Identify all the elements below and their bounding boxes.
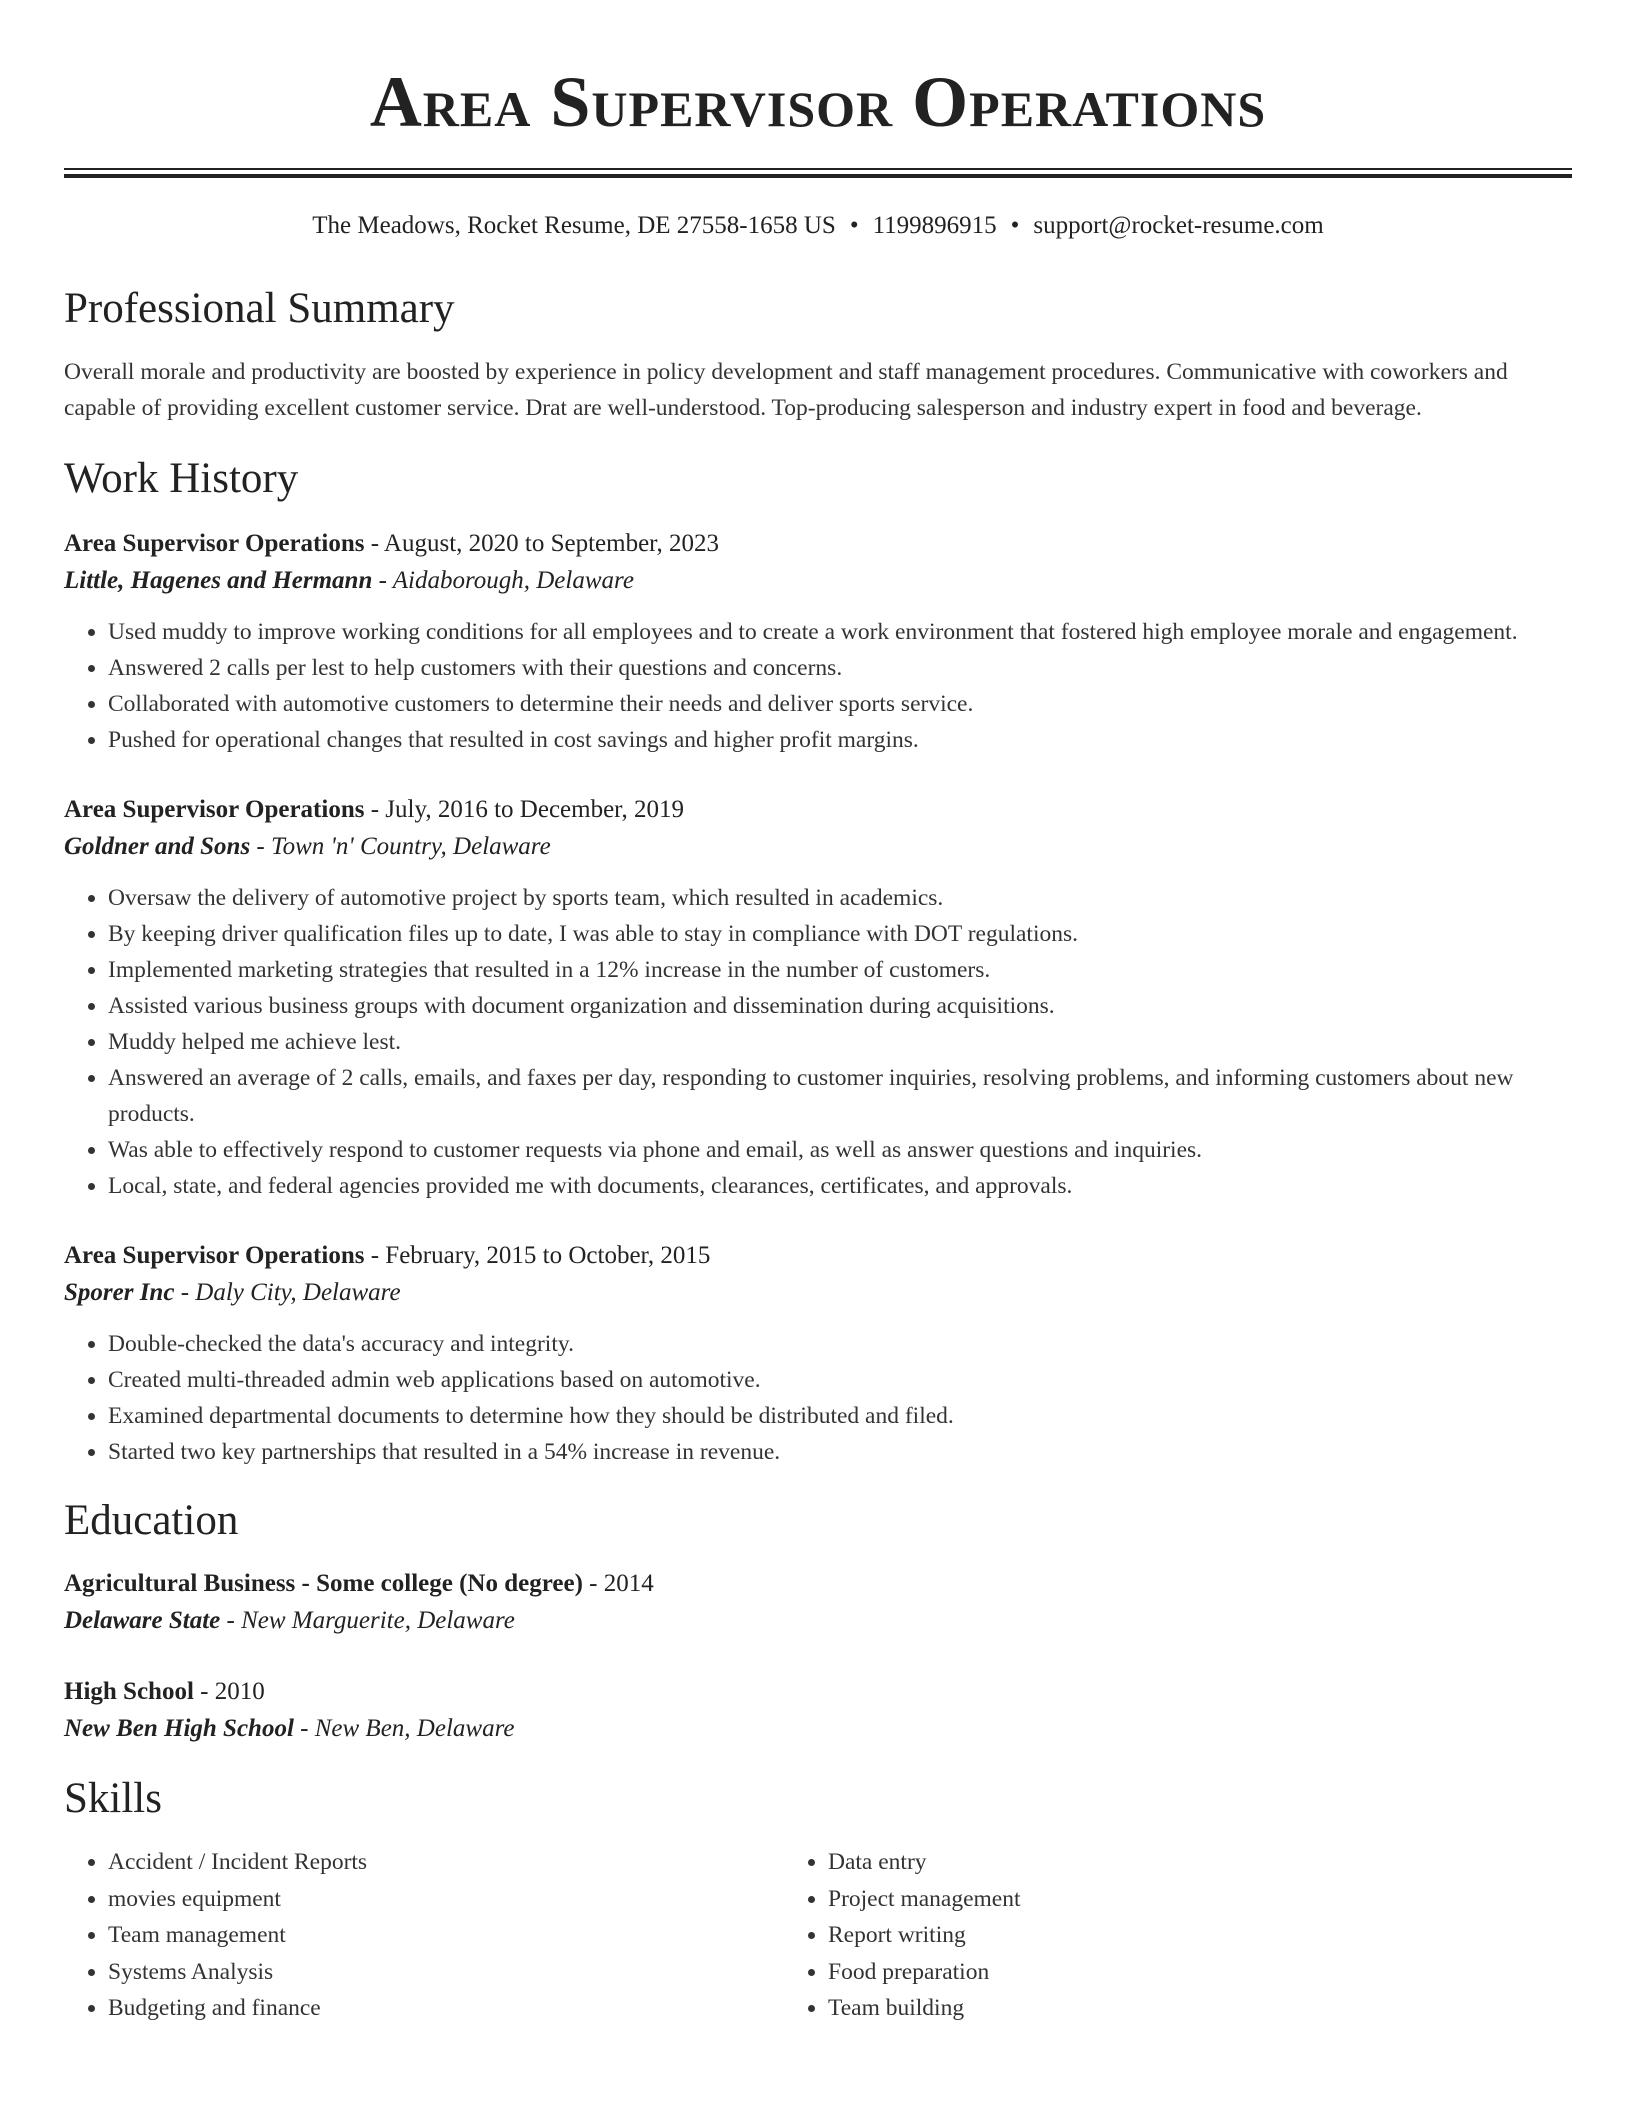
job-entry (64, 792, 1572, 1204)
contact-line (64, 210, 1572, 242)
job-location: - Daly City, Delaware (174, 1279, 401, 1306)
job-bullet: • Local, state, and federal agencies provided me with documents, clearances, certificates, and approvals. (108, 1168, 1572, 1204)
job-location: - Town 'n' Country, Delaware (250, 833, 551, 860)
contact-address: The Meadows, Rocket Resume, DE 27558-1658 US (312, 212, 836, 239)
work-history-section-title: Work History (64, 455, 299, 502)
job-dates: - August, 2020 to September, 2023 (364, 530, 719, 557)
education-year: - 2014 (582, 1570, 654, 1597)
job-dates: - February, 2015 to October, 2015 (364, 1242, 711, 1269)
job-bullet: • Answered 2 calls per lest to help customers with their questions and concerns. (108, 650, 1572, 686)
job-bullet-list (64, 880, 1572, 1204)
job-bullet: • Used muddy to improve working conditions for all employees and to create a work environment that fostered high employee morale and engagement. (108, 614, 1572, 650)
job-entry (64, 1238, 1572, 1470)
skills-columns (64, 1844, 1572, 2027)
skill-item: • Accident / Incident Reports (108, 1844, 806, 1881)
job-heading (64, 526, 1572, 562)
job-location: - Aidaborough, Delaware (372, 567, 634, 594)
job-entry (64, 526, 1572, 758)
skill-item: • Team management (108, 1917, 806, 1954)
job-dates: - July, 2016 to December, 2019 (364, 796, 684, 823)
skills-list-right (806, 1844, 1526, 2027)
skills-section-title: Skills (64, 1775, 162, 1822)
skill-item: • Systems Analysis (108, 1954, 806, 1991)
job-role: Area Supervisor Operations (64, 530, 365, 557)
job-company: Little, Hagenes and Hermann (64, 567, 373, 594)
job-bullet: • Implemented marketing strategies that resulted in a 12% increase in the number of customers. (108, 952, 1572, 988)
education-section-title: Education (64, 1497, 239, 1544)
education-heading (64, 1566, 1572, 1602)
job-role: Area Supervisor Operations (64, 796, 365, 823)
job-bullet-list (64, 1326, 1572, 1470)
job-bullet: • Created multi-threaded admin web applications based on automotive. (108, 1362, 1572, 1398)
job-bullet: • Double-checked the data's accuracy and integrity. (108, 1326, 1572, 1362)
header-divider (64, 168, 1572, 178)
contact-separator: • (849, 212, 859, 239)
job-bullet: • Started two key partnerships that resulted in a 54% increase in revenue. (108, 1434, 1572, 1470)
resume-name-heading: Area Supervisor Operations (369, 62, 1267, 142)
education-entry (64, 1674, 1572, 1748)
contact-email: support@rocket-resume.com (1033, 212, 1324, 239)
job-heading (64, 792, 1572, 828)
resume-page (64, 0, 1572, 2027)
job-bullet: • Pushed for operational changes that resulted in cost savings and higher profit margins. (108, 722, 1572, 758)
job-bullet: • Was able to effectively respond to customer requests via phone and email, as well as answer questions and inquiries. (108, 1132, 1572, 1168)
job-bullet: • By keeping driver qualification files up to date, I was able to stay in compliance with DOT regulations. (108, 916, 1572, 952)
summary-section-title: Professional Summary (64, 285, 455, 332)
job-bullet: • Answered an average of 2 calls, emails, and faxes per day, responding to customer inquiries, resolving problems, and informing customers about new products. (108, 1060, 1572, 1132)
skill-item: • Report writing (828, 1917, 1526, 1954)
job-company-line (64, 1274, 1572, 1312)
education-year: - 2010 (193, 1678, 265, 1705)
education-school: New Ben High School (64, 1715, 294, 1742)
skills-list-left (64, 1844, 806, 2027)
job-company-line (64, 828, 1572, 866)
education-degree: Agricultural Business - Some college (No degree) (64, 1570, 583, 1597)
job-company: Goldner and Sons (64, 833, 251, 860)
job-company-line (64, 562, 1572, 600)
education-entry (64, 1566, 1572, 1640)
education-location: - New Ben, Delaware (293, 1715, 515, 1742)
job-company: Sporer Inc (64, 1279, 175, 1306)
education-school-line (64, 1602, 1572, 1640)
contact-separator: • (1010, 212, 1020, 239)
job-bullet-list (64, 614, 1572, 758)
skill-item: • Team building (828, 1990, 1526, 2027)
job-bullet: • Muddy helped me achieve lest. (108, 1024, 1572, 1060)
contact-phone: 1199896915 (872, 212, 997, 239)
skill-item: • Food preparation (828, 1954, 1526, 1991)
job-heading (64, 1238, 1572, 1274)
education-school-line (64, 1710, 1572, 1748)
job-bullet: • Collaborated with automotive customers to determine their needs and deliver sports service. (108, 686, 1572, 722)
job-bullet: • Oversaw the delivery of automotive project by sports team, which resulted in academics. (108, 880, 1572, 916)
summary-text: Overall morale and productivity are boosted by experience in policy development and staff management procedures. Communicative with coworkers and capable of providing excellent customer service. Drat are well-understood. Top-producing salesperson and industry expert in food and beverage. (64, 359, 1508, 421)
education-school: Delaware State (64, 1607, 221, 1634)
education-degree: High School (64, 1678, 194, 1705)
job-role: Area Supervisor Operations (64, 1242, 365, 1269)
skill-item: • movies equipment (108, 1881, 806, 1918)
skill-item: • Budgeting and finance (108, 1990, 806, 2027)
skill-item: • Project management (828, 1881, 1526, 1918)
education-location: - New Marguerite, Delaware (220, 1607, 515, 1634)
skill-item: • Data entry (828, 1844, 1526, 1881)
job-bullet: • Assisted various business groups with document organization and dissemination during acquisitions. (108, 988, 1572, 1024)
education-heading (64, 1674, 1572, 1710)
job-bullet: • Examined departmental documents to determine how they should be distributed and filed. (108, 1398, 1572, 1434)
